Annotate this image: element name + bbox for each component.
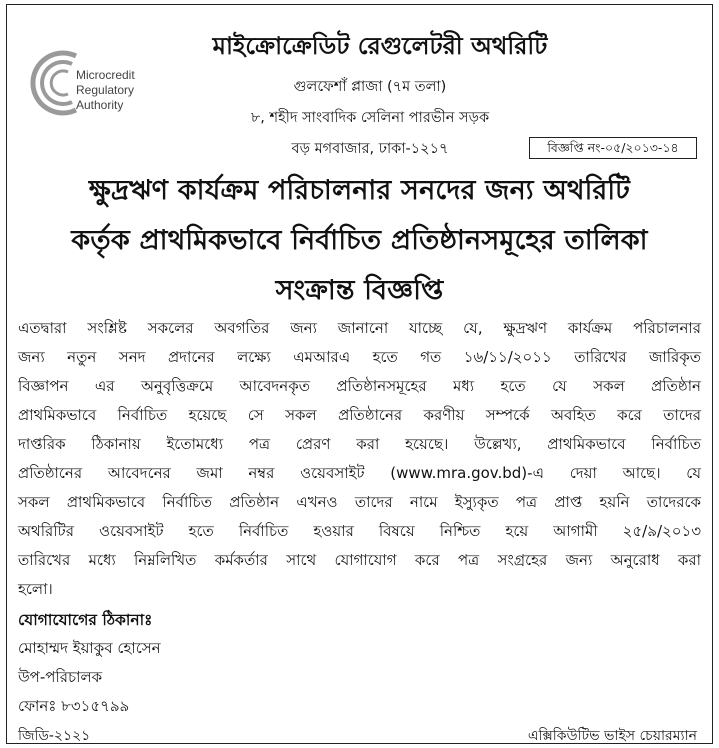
body-line: হলো। (18, 580, 53, 598)
body-line: দাপ্তরিক ঠিকানায় ইতোমধ্যে পত্র প্রেরণ করা হয়েছে। উল্লেখ্য, প্রাথমিকভাবে নির্বাচিত (18, 435, 701, 453)
body-line: তারিখের মধ্যে নিম্নলিখিত কর্মকর্তার সাথে যোগাযোগ করে পত্র সংগ্রহের জন্য অনুরোধ করা (18, 551, 701, 569)
address-line-3: বড় মগবাজার, ঢাকা-১২১৭ (291, 141, 449, 157)
contact-phone: ফোনঃ ৮৩১৫৭৯৯ (18, 697, 130, 715)
mra-logo (24, 38, 154, 128)
body-line: বিজ্ঞাপন এর অনুবৃত্তিক্রমে আবেদনকৃত প্রতিষ্ঠানসমূহের মধ্য হতে যে সকল প্রতিষ্ঠান (18, 377, 701, 395)
body-line: সকল প্রাথমিকভাবে নির্বাচিত প্রতিষ্ঠান এখনও তাদের নামে ইস্যুকৃত পত্র প্রাপ্ত হয়নি তাদেরকে (18, 493, 701, 511)
contact-designation: উপ-পরিচালক (18, 668, 103, 686)
contact-name: মোহাম্মদ ইয়াকুব হোসেন (18, 639, 161, 657)
signatory-title: এক্সিকিউটিভ ভাইস চেয়ারম্যান (527, 728, 697, 744)
org-name: মাইক্রোক্রেডিট রেগুলেটরী অথরিটি (212, 32, 548, 60)
gd-number: জিডি-২১২১ (18, 728, 91, 744)
logo-arc-icon (24, 38, 84, 128)
headline-line-3: সংক্রান্ত বিজ্ঞপ্তি (275, 275, 444, 306)
logo-line-1: Microcredit (76, 68, 135, 82)
logo-line-2: Regulatory (76, 83, 135, 97)
address-line-1: গুলফেশাঁ প্লাজা (৭ম তলা) (293, 79, 447, 95)
headline-line-1: ক্ষুদ্রঋণ কার্যক্রম পরিচালনার সনদের জন্য অথরিটি (88, 175, 631, 206)
body-line: জন্য নতুন সনদ প্রদানের লক্ষ্যে এমআরএ হতে গত ১৬/১১/২০১১ তারিখের জারিকৃত (18, 348, 701, 366)
headline-line-2: কর্তৃক প্রাথমিকভাবে নির্বাচিত প্রতিষ্ঠানসমূহের তালিকা (71, 225, 648, 256)
notice-number-box: বিজ্ঞপ্তি নং-০৫/২০১৩-১৪ (529, 137, 697, 159)
body-line: অথরিটির ওয়েবসাইট হতে নির্বাচিত হওয়ার বিষয়ে নিশ্চিত হয়ে আগামী ২৫/৯/২০১৩ (18, 522, 701, 540)
address-line-2: ৮, শহীদ সাংবাদিক সেলিনা পারভীন সড়ক (250, 110, 490, 126)
logo-line-3: Authority (76, 98, 124, 112)
body-line: প্রতিষ্ঠানের আবেদনের জমা নম্বর ওয়েবসাইট (www.mra.gov.bd)-এ দেয়া আছে। যে (18, 464, 701, 482)
body-line: প্রাথমিকভাবে নির্বাচিত হয়েছে সে সকল প্রতিষ্ঠানের করণীয় সম্পর্কে অবহিত করে তাদের (18, 406, 701, 424)
contact-title: যোগাযোগের ঠিকানাঃ (18, 611, 153, 629)
body-line: এতদ্বারা সংশ্লিষ্ট সকলের অবগতির জন্য জানানো যাচ্ছে যে, ক্ষুদ্রঋণ কার্যক্রম পরিচালনার (18, 319, 701, 337)
